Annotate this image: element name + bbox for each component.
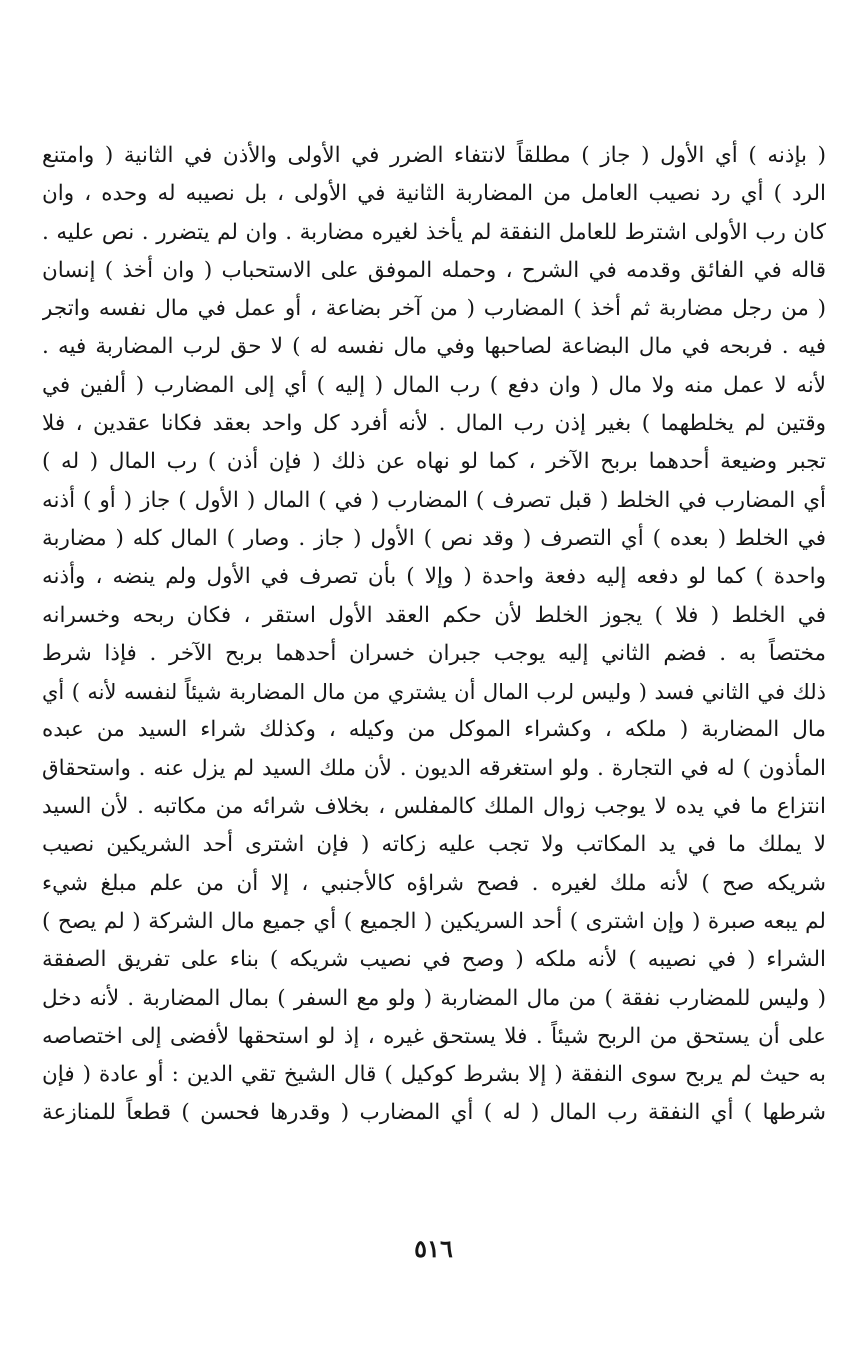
text-line: في الخلط ( فلا ) يجوز الخلط لأن حكم العقد الأول استقر ، فكان ربحه وخسرانه	[42, 602, 826, 628]
text-line: الشراء ( في نصيبه ) لأنه ملكه ( وصح في نصيب شريكه ) بناء على تفريق الصفقة	[42, 947, 826, 973]
text-line: تجبر وضيعة أحدهما بربح الآخر ، كما لو نهاه عن ذلك ( فإن أذن ) رب المال ( له )	[42, 449, 826, 475]
text-line: أي المضارب في الخلط ( قبل تصرف ) المضارب ( في ) المال ( الأول ) جاز ( أو ) أذنه	[42, 487, 826, 513]
text-line: انتزاع ما في يده لا يوجب زوال الملك كالمفلس ، بخلاف شرائه من مكاتبه . لأن السيد	[42, 794, 826, 820]
body-text	[42, 137, 826, 1133]
text-line: مختصاً به . فضم الثاني إليه يوجب جبران خسران أحدهما بربح الآخر . فإذا شرط	[42, 640, 826, 666]
text-line: على أن يستحق من الربح شيئاً . فلا يستحق غيره ، إذ لو استحقها لأفضى إلى اختصاصه	[42, 1023, 826, 1049]
page-number: ٥١٦	[414, 1234, 453, 1263]
text-line: واحدة ) كما لو دفعه إليه دفعة واحدة ( وإلا ) بأن تصرف في الأول ولم ينضه ، وأذنه	[42, 564, 826, 590]
text-line: في الخلط ( بعده ) أي التصرف ( وقد نص ) الأول ( جاز . وصار ) المال كله ( مضاربة	[42, 525, 826, 551]
text-line: المأذون ) له في التجارة . ولو استغرقه الديون . لأن ملك السيد لم يزل عنه . واستحقاق	[42, 755, 826, 781]
text-line: لا يملك ما في يد المكاتب ولا تجب عليه زكاته ( فإن اشترى أحد الشريكين نصيب	[42, 832, 826, 858]
text-line: الرد ) أي رد نصيب العامل من المضاربة الثانية في الأولى ، بل نصيبه له وحده ، وان	[42, 181, 826, 207]
text-line: مال المضاربة ( ملكه ، وكشراء الموكل من وكيله ، وكذلك شراء السيد من عبده	[42, 717, 826, 743]
text-line: شرطها ) أي النفقة رب المال ( له ) أي المضارب ( وقدرها فحسن ) قطعاً للمنازعة	[42, 1100, 826, 1126]
text-line: ذلك في الثاني فسد ( وليس لرب المال أن يشتري من مال المضاربة شيئاً لنفسه لأنه ) أي	[42, 680, 826, 705]
text-line: كان رب الأولى اشترط للعامل النفقة لم يأخذ لغيره مضاربة . وان لم يتضرر . نص عليه .	[42, 219, 826, 245]
text-line: وقتين لم يخلطهما ) بغير إذن رب المال . لأنه أفرد كل واحد بعقد فكانا عقدين ، فلا	[42, 411, 826, 437]
text-line: ( بإذنه ) أي الأول ( جاز ) مطلقاً لانتفاء الضرر في الأولى والأذن في الثانية ( وامتنع	[42, 143, 826, 168]
text-line: شريكه صح ) لأنه ملك لغيره . فصح شراؤه كالأجنبي ، إلا أن من علم مبلغ شيء	[42, 870, 826, 896]
text-line: لم يبعه صبرة ( وإن اشترى ) أحد السريكين ( الجميع ) أي جميع مال الشركة ( لم يصح )	[42, 908, 826, 934]
text-line: قاله في الفائق وقدمه في الشرح ، وحمله الموفق على الاستحباب ( وان أخذ ) إنسان	[42, 257, 826, 283]
text-line: به حيث لم يربح سوى النفقة ( إلا بشرط كوكيل ) قال الشيخ تقي الدين : أو عادة ( فإن	[42, 1062, 826, 1088]
text-line: فيه . فربحه في مال البضاعة لصاحبها وفي مال نفسه له ) لا حق لرب المضاربة فيه .	[42, 334, 826, 360]
text-line: ( وليس للمضارب نفقة ) من مال المضاربة ( ولو مع السفر ) بمال المضاربة . لأنه دخل	[42, 985, 826, 1011]
text-line: لأنه لا عمل منه ولا مال ( وان دفع ) رب المال ( إليه ) أي إلى المضارب ( ألفين في	[42, 372, 826, 398]
text-line: ( من رجل مضاربة ثم أخذ ) المضارب ( من آخر بضاعة ، أو عمل في مال نفسه واتجر	[42, 296, 826, 322]
